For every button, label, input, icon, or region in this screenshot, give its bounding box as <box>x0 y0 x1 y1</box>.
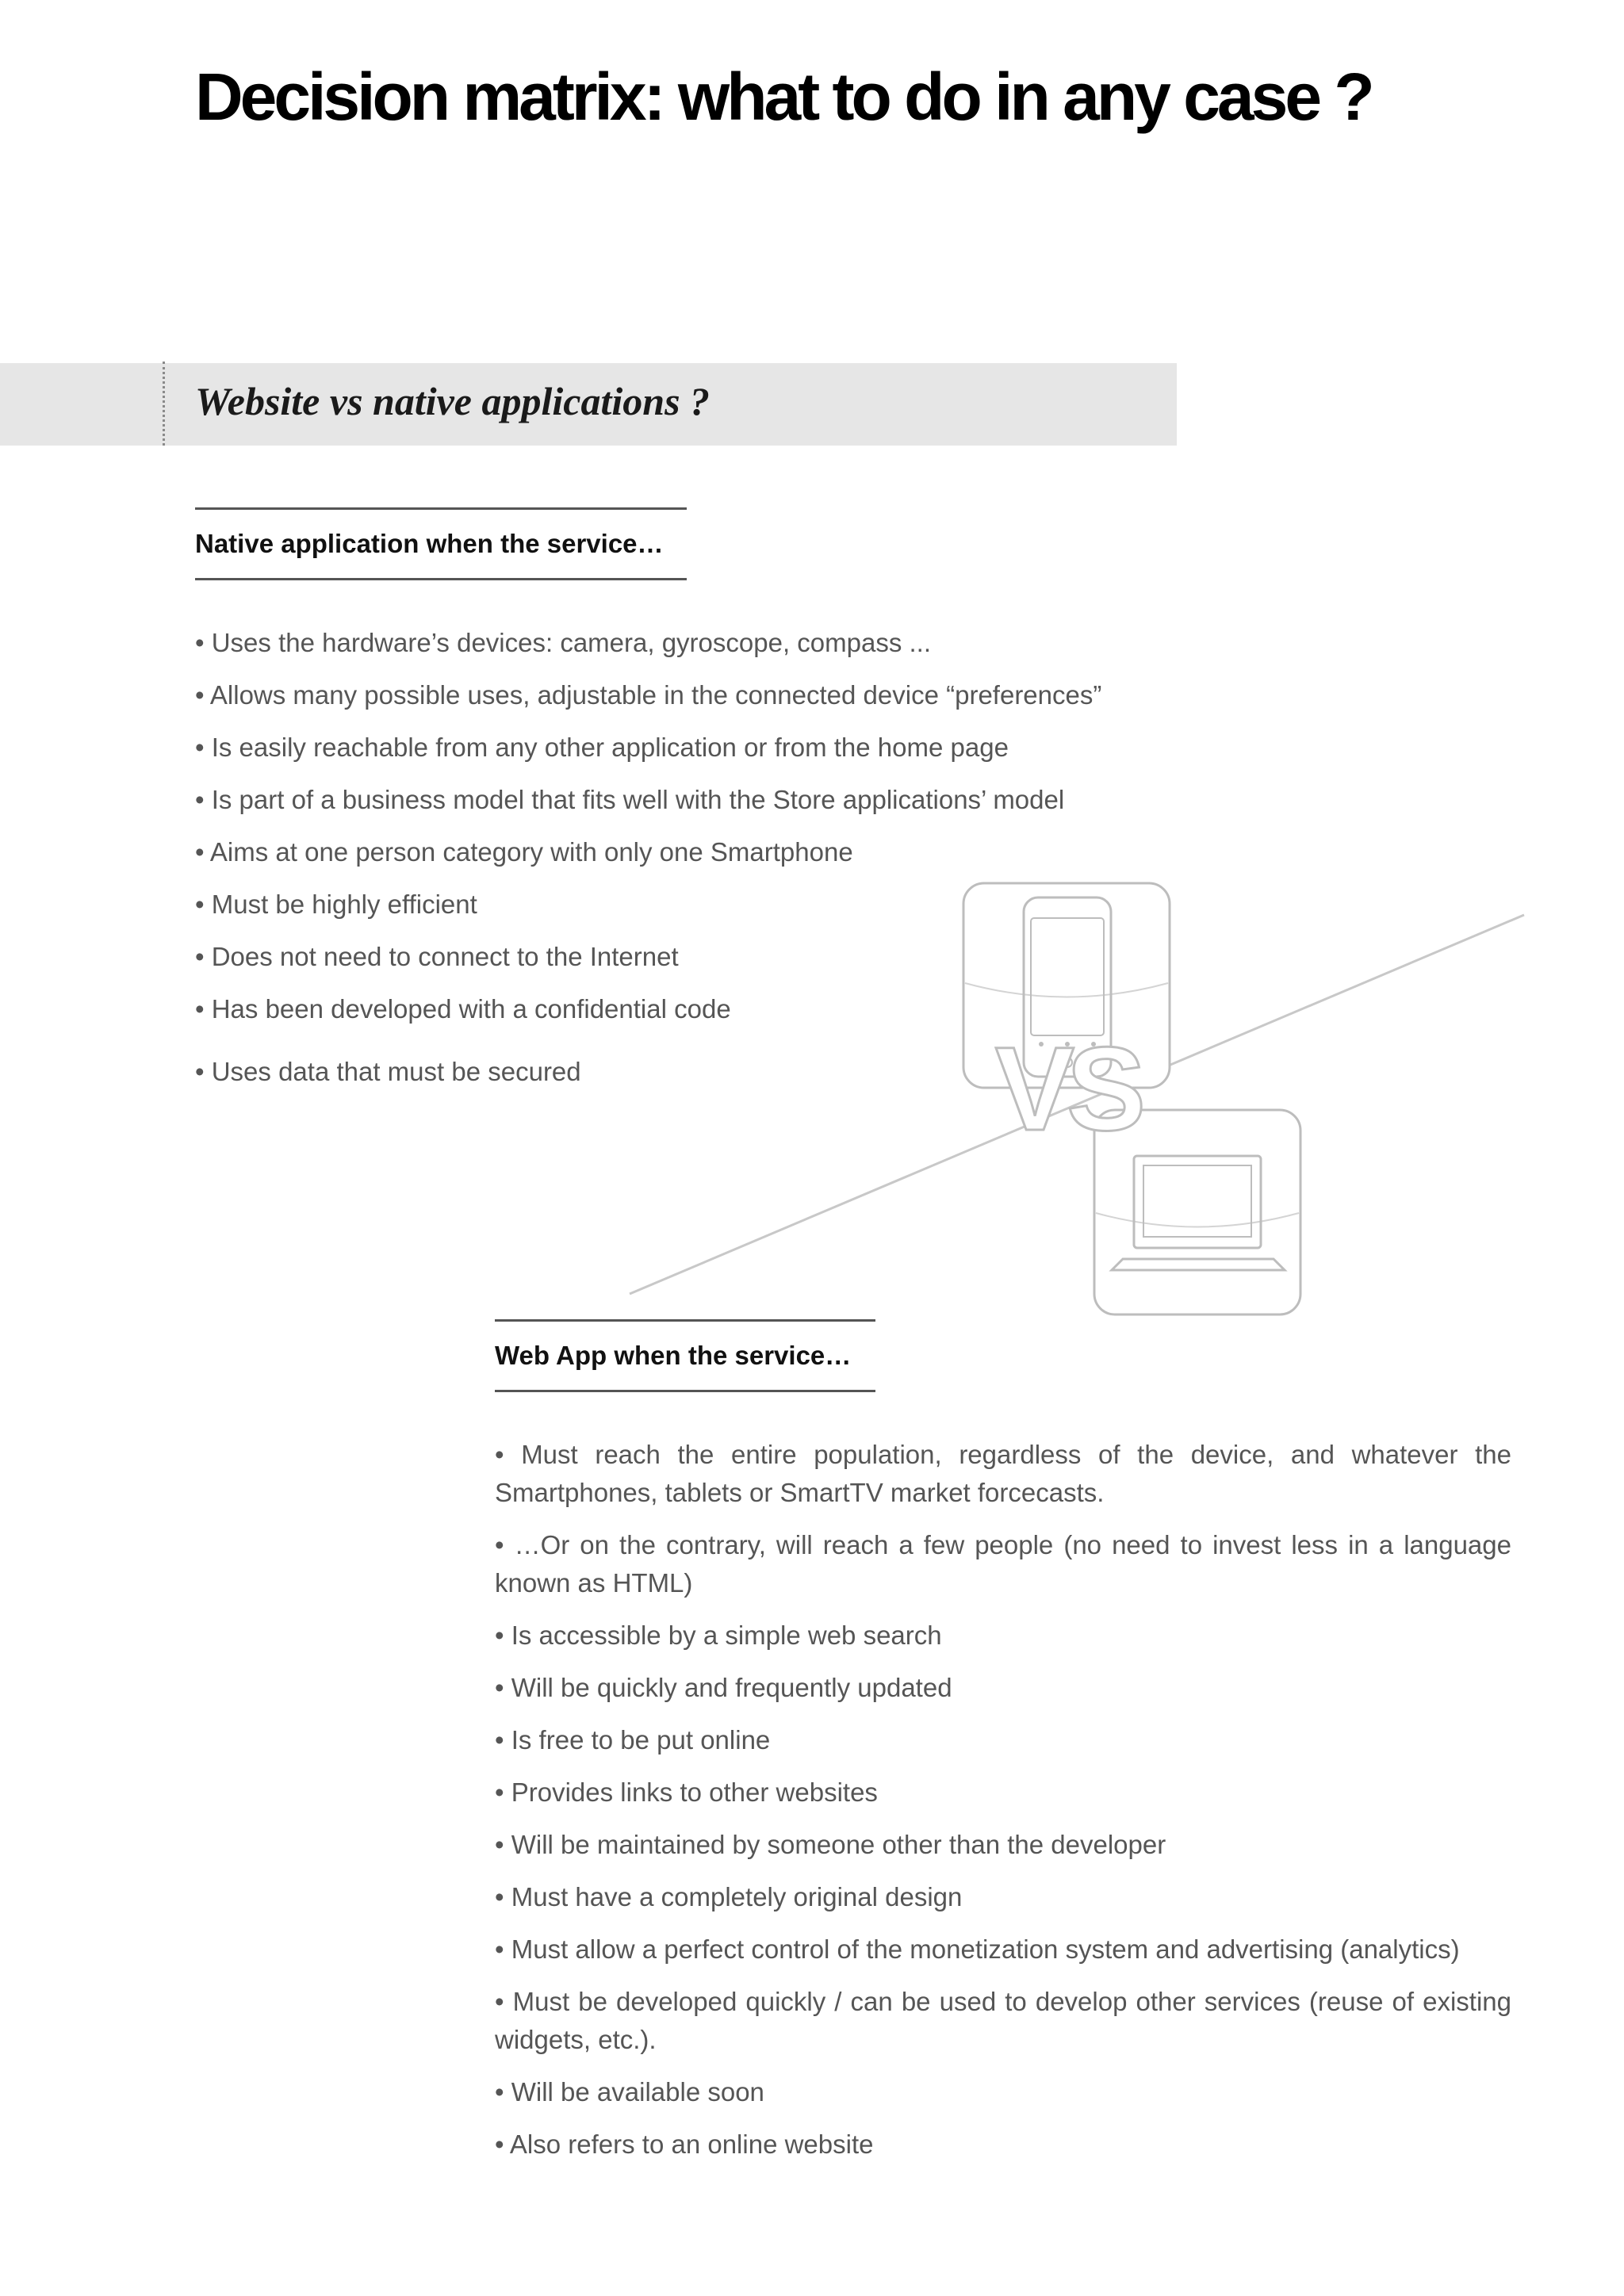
list-item: • Must be highly efficient <box>195 890 477 919</box>
list-item: • Must reach the entire population, regardless of the device, and whatever the Smartphones, tablets or SmartTV market forcecasts. <box>495 1440 1511 1507</box>
list-item: • Aims at one person category with only one Smartphone <box>195 837 853 867</box>
list-item: • Will be available soon <box>495 2077 764 2107</box>
list-item: • Is free to be put online <box>495 1725 771 1755</box>
list-item: • Is easily reachable from any other application or from the home page <box>195 733 1009 762</box>
section-title: Website vs native applications ? <box>195 379 710 423</box>
page-title: Decision matrix: what to do in any case ? <box>195 59 1372 134</box>
list-item: • Has been developed with a confidential code <box>195 994 731 1024</box>
section-dotted-marker <box>163 362 165 446</box>
list-item: • Must have a completely original design <box>495 1882 963 1911</box>
list-item: • Provides links to other websites <box>495 1777 878 1807</box>
list-item: • Must be developed quickly / can be used to develop other services (reuse of existing widgets, etc.). <box>495 1987 1511 2054</box>
list-item: • Will be quickly and frequently updated <box>495 1673 952 1702</box>
list-item: • Is part of a business model that fits well with the Store applications’ model <box>195 785 1065 814</box>
device-comparison-illustration <box>619 872 1530 1316</box>
list-item: • Allows many possible uses, adjustable in the connected device “preferences” <box>195 680 1102 710</box>
vs-label: VS <box>994 1022 1139 1155</box>
list-item: • …Or on the contrary, will reach a few people (no need to invest less in a language known as HTML) <box>495 1530 1511 1598</box>
list-item: • Will be maintained by someone other than the developer <box>495 1830 1166 1859</box>
webapp-heading: Web App when the service… <box>495 1319 875 1392</box>
native-heading: Native application when the service… <box>195 507 687 580</box>
list-item: • Uses data that must be secured <box>195 1057 581 1086</box>
list-item: • Must allow a perfect control of the monetization system and advertising (analytics) <box>495 1934 1460 1964</box>
list-item: • Is accessible by a simple web search <box>495 1621 942 1650</box>
list-item: • Does not need to connect to the Internet <box>195 942 679 971</box>
list-item: • Uses the hardware’s devices: camera, gyroscope, compass ... <box>195 628 932 657</box>
list-item: • Also refers to an online website <box>495 2130 874 2159</box>
